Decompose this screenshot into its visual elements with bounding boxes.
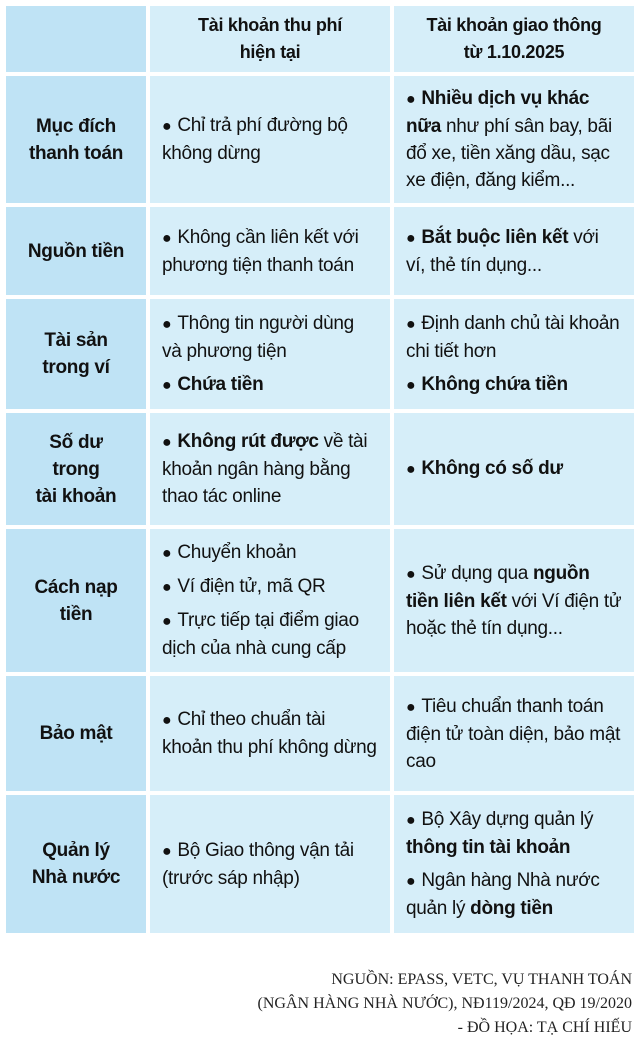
row-label-line: thanh toán: [28, 142, 124, 164]
row-label: [6, 795, 146, 933]
traffic-account-cell: [394, 299, 634, 409]
bullet-item: [162, 706, 378, 761]
bullet-icon: ●: [162, 712, 172, 729]
bullet-item: [162, 224, 378, 279]
row-label: [6, 529, 146, 672]
bullet-item: [406, 867, 622, 922]
header-current-line1: Tài khoản thu phí: [198, 15, 342, 35]
bullet-icon: ●: [162, 579, 172, 596]
header-empty-cell: [6, 6, 146, 72]
bullet-item: [406, 371, 622, 399]
source-credit: [12, 968, 632, 1040]
table-body: [6, 76, 634, 933]
traffic-account-cell: [394, 413, 634, 525]
bullet-icon: ●: [162, 376, 172, 394]
bullet-icon: ●: [406, 229, 416, 247]
current-account-cell: [150, 76, 390, 203]
bullet-icon: ●: [406, 873, 416, 890]
bullet-icon: ●: [162, 545, 172, 562]
item-text: Định danh chủ tài khoản chi tiết hơn: [406, 312, 620, 362]
row-label: [6, 207, 146, 295]
row-label: [6, 413, 146, 525]
bullet-icon: ●: [406, 565, 416, 583]
item-emphasis: Chứa tiền: [177, 373, 264, 395]
bullet-item: [162, 428, 378, 510]
bullet-icon: ●: [162, 613, 172, 630]
traffic-account-cell: [394, 676, 634, 791]
row-label: [6, 76, 146, 203]
bullet-item: [406, 806, 622, 861]
bullet-item: [162, 573, 378, 601]
current-account-cell: [150, 299, 390, 409]
row-label-line: Tài sản: [44, 330, 108, 351]
item-text: Chỉ theo chuẩn tài khoản thu phí không dừng: [162, 709, 377, 758]
row-label-line: Cách nạp tiền: [34, 576, 118, 625]
traffic-account-cell: [394, 76, 634, 203]
item-text: với Ví điện tử hoặc thẻ tín dụng...: [406, 590, 622, 639]
row-label-line: Nhà nước: [31, 867, 121, 888]
item-text: Tiêu chuẩn thanh toán điện tử toàn diện, bảo mật cao: [406, 695, 621, 772]
bullet-icon: ●: [406, 315, 416, 333]
header-traffic-account: [394, 6, 634, 72]
graphics-credit: - ĐỒ HỌA: TẠ CHÍ HIẾU: [457, 1019, 632, 1036]
bullet-icon: ●: [162, 229, 172, 247]
item-text: Chuyển khoản: [177, 542, 297, 563]
bullet-item: [406, 560, 622, 642]
row-label-line: Số dư: [49, 431, 103, 453]
item-text: Trực tiếp tại điểm giao dịch của nhà cung cấp: [162, 610, 359, 659]
current-account-cell: [150, 676, 390, 791]
source-line-1: NGUỒN: EPASS, VETC, VỤ THANH TOÁN: [331, 971, 632, 988]
header-current-account: [150, 6, 390, 72]
table-row: [6, 529, 634, 672]
table-row: [6, 76, 634, 203]
item-text: Ngân hàng Nhà nước quản lý: [406, 870, 600, 919]
row-label: [6, 299, 146, 409]
row-label-line: Mục đích: [36, 115, 116, 137]
item-text: Ví điện tử, mã QR: [177, 576, 326, 597]
row-label-line: Quản lý: [42, 840, 110, 861]
item-emphasis: thông tin tài khoản: [406, 837, 571, 858]
item-emphasis: Không chứa tiền: [421, 373, 568, 395]
table-row: [6, 795, 634, 933]
bullet-item: [406, 693, 622, 775]
bullet-icon: ●: [162, 434, 172, 451]
bullet-icon: ●: [406, 91, 416, 108]
bullet-item: [406, 224, 622, 279]
table-row: [6, 299, 634, 409]
current-account-cell: [150, 529, 390, 672]
comparison-table: [6, 6, 634, 937]
header-current-line2: hiện tại: [239, 42, 301, 62]
bullet-icon: ●: [406, 698, 416, 716]
item-emphasis: Bắt buộc liên kết: [421, 226, 569, 248]
table-row: [6, 207, 634, 295]
traffic-account-cell: [394, 529, 634, 672]
bullet-icon: ●: [406, 812, 416, 829]
item-emphasis: Nhiều dịch vụ khác nữa: [406, 88, 590, 137]
bullet-icon: ●: [406, 376, 416, 394]
bullet-item: [162, 607, 378, 662]
header-traffic-line1: Tài khoản giao thông: [426, 15, 602, 35]
source-line-2: (NGÂN HÀNG NHÀ NƯỚC), NĐ119/2024, QĐ 19/2020: [257, 995, 632, 1012]
item-text: Thông tin người dùng và phương tiện: [162, 312, 354, 362]
bullet-icon: ●: [162, 842, 172, 860]
bullet-item: [162, 310, 378, 365]
traffic-account-cell: [394, 207, 634, 295]
row-label: [6, 676, 146, 791]
current-account-cell: [150, 795, 390, 933]
bullet-icon: ●: [406, 461, 416, 478]
bullet-item: [162, 539, 378, 567]
row-label-line: trong: [52, 458, 100, 480]
table-row: [6, 676, 634, 791]
row-label-line: tài khoản: [35, 485, 117, 507]
item-emphasis: dòng tiền: [470, 898, 553, 919]
item-text: với ví, thẻ tín dụng...: [406, 226, 599, 276]
item-emphasis: Không có số dư: [421, 458, 563, 479]
current-account-cell: [150, 207, 390, 295]
item-emphasis: Không rút được: [177, 431, 319, 452]
table-header-row: [6, 6, 634, 72]
item-emphasis: nguồn tiền liên kết: [406, 562, 590, 612]
item-text: Bộ Giao thông vận tải (trước sáp nhập): [162, 839, 354, 889]
item-text: về tài khoản ngân hàng bằng thao tác online: [162, 431, 368, 507]
item-text: Sử dụng qua: [421, 562, 533, 584]
bullet-item: [406, 310, 622, 365]
bullet-item: [162, 837, 378, 892]
item-text: Bộ Xây dựng quản lý: [421, 809, 594, 830]
current-account-cell: [150, 413, 390, 525]
traffic-account-cell: [394, 795, 634, 933]
bullet-item: [406, 85, 622, 194]
row-label-line: Nguồn tiền: [27, 240, 125, 262]
item-text: Chỉ trả phí đường bộ không dừng: [162, 115, 348, 164]
bullet-item: [406, 455, 622, 483]
item-text: như phí sân bay, bãi đổ xe, tiền xăng dầu, sạc xe điện, đăng kiểm...: [406, 116, 612, 191]
item-text: Không cần liên kết với phương tiện thanh toán: [162, 226, 359, 276]
bullet-icon: ●: [162, 315, 172, 333]
bullet-icon: ●: [162, 118, 172, 135]
bullet-item: [162, 371, 378, 399]
table-row: [6, 413, 634, 525]
header-traffic-line2: từ 1.10.2025: [463, 42, 565, 62]
row-label-line: trong ví: [42, 357, 110, 378]
bullet-item: [162, 112, 378, 167]
row-label-line: Bảo mật: [39, 723, 113, 744]
